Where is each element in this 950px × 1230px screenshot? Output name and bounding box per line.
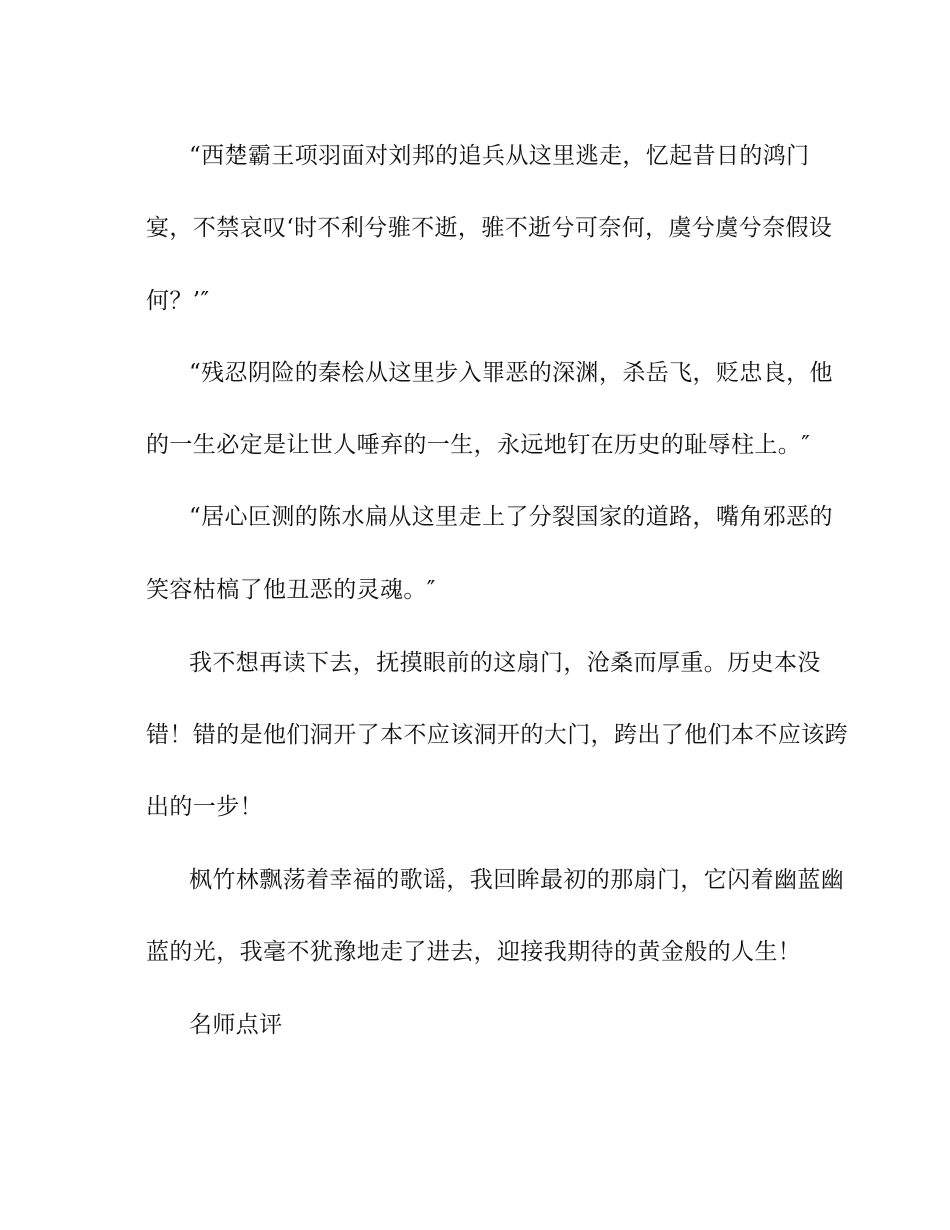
paragraph-line: “西楚霸王项羽面对刘邦的追兵从这里逃走，忆起昔日的鸿门 (189, 143, 810, 169)
paragraph-line: 的一生必定是让世人唾弃的一生，永远地钉在历史的耻辱柱上。″ (146, 432, 811, 458)
paragraph-line: “残忍阴险的秦桧从这里步入罪恶的深渊，杀岳飞，贬忠良，他 (189, 360, 833, 386)
paragraph-line: 何？’″ (146, 288, 210, 314)
paragraph-line: 出的一步！ (146, 794, 263, 820)
paragraph-line: 枫竹林飘荡着幸福的歌谣，我回眸最初的那扇门，它闪着幽蓝幽 (189, 867, 845, 893)
section-heading: 名师点评 (189, 1012, 283, 1038)
paragraph-line: 错！错的是他们洞开了本不应该洞开的大门，跨出了他们本不应该跨 (146, 722, 848, 748)
paragraph-line: 蓝的光，我毫不犹豫地走了进去，迎接我期待的黄金般的人生！ (146, 939, 802, 965)
paragraph-line: 宴，不禁哀叹‘时不利兮骓不逝，骓不逝兮可奈何，虞兮虞兮奈假设 (146, 215, 833, 241)
paragraph-line: “居心叵测的陈水扁从这里走上了分裂国家的道路，嘴角邪恶的 (189, 504, 833, 530)
paragraph-line: 我不想再读下去，抚摸眼前的这扇门，沧桑而厚重。历史本没 (189, 650, 821, 676)
paragraph-line: 笑容枯槁了他丑恶的灵魂。″ (146, 577, 436, 603)
